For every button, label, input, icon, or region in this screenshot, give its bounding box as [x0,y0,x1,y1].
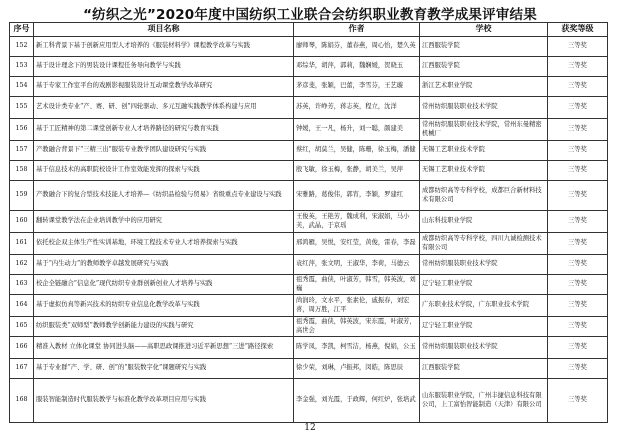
page-number: 12 [304,423,316,433]
table-row [10,161,608,181]
cell-award: 三等奖 [548,275,608,295]
cell-authors: 陈学凤，李凯，柯雪洁，杨燕，倪娟，公玉 [294,337,420,359]
cell-authors: 茅彦斐，张颖，巴蕾，李雪芬，王艺璇 [294,77,420,97]
cell-authors: 宋雅路，葛俊伟，郭宵，李颖，罗建红 [294,181,420,211]
column-header-authors: 作者 [294,23,420,37]
cell-school: 江西服装学院 [420,37,548,57]
cell-authors: 邓综华，胡萍，郭莉，魏娴媛，贺晓玉 [294,57,420,77]
page-title: “纺织之光”2020年度中国纺织工业联合会纺织职业教育教学成果评审结果 [83,7,537,23]
cell-seq: 163 [10,275,34,295]
table-row [10,275,608,295]
cell-seq: 167 [10,359,34,379]
cell-award: 三等奖 [548,181,608,211]
cell-project-name: 基于工匠精神的第二课堂创新专业人才培养路径的研究与教育实践 [34,119,294,141]
cell-seq: 153 [10,57,34,77]
cell-award: 三等奖 [548,119,608,141]
cell-authors: 徐少荣，刘琳，卢振邦，闵皓，陈思辰 [294,359,420,379]
table-row [10,181,608,211]
cell-seq: 158 [10,161,34,181]
cell-seq: 168 [10,379,34,423]
column-header-award: 获奖等级 [548,23,608,37]
cell-authors: 苏英，许峥芳，蒋志英，程立，沈洋 [294,97,420,119]
cell-authors: 廖师琴，陈娟芬，董春燕，周心怡，楚久英 [294,37,420,57]
cell-authors: 袁红萍，张文明，王淑华，李荷，马德云 [294,255,420,275]
cell-school: 成都纺织高等专科学校，成都巨合新材料技术有限公司 [420,181,548,211]
table-row [10,255,608,275]
column-header-seq: 序号 [10,23,34,37]
cell-seq: 166 [10,337,34,359]
table-row [10,119,608,141]
cell-award: 三等奖 [548,97,608,119]
cell-project-name: 基于专家工作室平台的戏剧影视服装设计互动课堂教学改革研究 [34,77,294,97]
cell-seq: 164 [10,295,34,317]
cell-project-name: 基于专业群“产、学、研、创”的“服装数字化”课题研究与实践 [34,359,294,379]
cell-project-name: 产教融合背景下“三精三出”服装专业教学团队建设研究与实践 [34,141,294,161]
cell-seq: 156 [10,119,34,141]
cell-award: 三等奖 [548,255,608,275]
cell-project-name: 产教融合下的复合型技术技能人才培养—《纺织品检验与贸易》省级重点专业建设与实践 [34,181,294,211]
cell-award: 三等奖 [548,57,608,77]
cell-project-name: 服装智能制造时代服装教学与标准化教学改革项目应用与实践 [34,379,294,423]
cell-award: 三等奖 [548,337,608,359]
cell-project-name: 基于“内生动力”的教师教学卓越发展研究与实践 [34,255,294,275]
table-row [10,141,608,161]
cell-authors: 王俊英，王艳芳，魏成利，宋淑娟，马小芙，武晶，于京瑶 [294,211,420,233]
cell-award: 三等奖 [548,211,608,233]
cell-school: 江西服装学院 [420,57,548,77]
cell-school: 常州纺织服装职业技术学院 [420,97,548,119]
cell-award: 三等奖 [548,77,608,97]
table-row [10,37,608,57]
cell-seq: 162 [10,255,34,275]
cell-school: 常州纺织服装职业技术学院 [420,337,548,359]
cell-school: 山东科技职业学院 [420,211,548,233]
cell-project-name: 精准入教材 立体化课堂 协同进头脑——高职思政课推进习近平新思想“三进”路径探索 [34,337,294,359]
table-row [10,317,608,337]
cell-seq: 159 [10,181,34,211]
cell-school: 常州纺织服装职业技术学院，常州东曼精密机械厂 [420,119,548,141]
cell-seq: 160 [10,211,34,233]
cell-award: 三等奖 [548,233,608,255]
cell-award: 三等奖 [548,141,608,161]
cell-school: 山东服装职业学院，广州丰捷信息科技有限公司，上工富怡智能制造（天津）有限公司 [420,379,548,423]
cell-school: 无锡工艺职业技术学院 [420,161,548,181]
table-row [10,379,608,423]
cell-project-name: 艺术设计类专业“产、赛、研、创”四轮驱动、多元互融实践教学体系构建与应用 [34,97,294,119]
cell-project-name: 基于信息技术的高职院校设计工作室效能发挥的探索与实践 [34,161,294,181]
cell-project-name: 新工科背景下基于创新应用型人才培养的《服装材料学》课程教学改革与实践 [34,37,294,57]
table-row [10,295,608,317]
cell-school: 江西服装学院 [420,359,548,379]
column-header-school: 学校 [420,23,548,37]
table-row [10,57,608,77]
table-row [10,77,608,97]
cell-seq: 165 [10,317,34,337]
cell-authors: 祖秀霞，曲侠，叶淑芳，韩雪，韩英波，刘巍 [294,275,420,295]
cell-school: 成都纺织高等专科学校，四川九诚检测技术有限公司 [420,233,548,255]
cell-school: 广东职业技术学院，广东职业技术学院 [420,295,548,317]
cell-project-name: 基于虚拟仿真等新兴技术的纺织专业信息化教学改革与实践 [34,295,294,317]
cell-school: 辽宁轻工职业学院 [420,317,548,337]
table-row [10,233,608,255]
cell-project-name: 翻转课堂教学法在企业培训教学中的应用研究 [34,211,294,233]
cell-award: 三等奖 [548,359,608,379]
cell-school: 浙江艺术职业学院 [420,77,548,97]
results-table [9,22,608,423]
cell-authors: 殷飞敏，徐玉梅，张静，胡美兰，吴萍 [294,161,420,181]
table-row [10,359,608,379]
column-header-name: 项目名称 [34,23,294,37]
cell-authors: 尚润玲，文水平，张素伦，戚振春，刘宏喜，周万胜，江平 [294,295,420,317]
cell-seq: 154 [10,77,34,97]
cell-seq: 152 [10,37,34,57]
cell-school: 无锡工艺职业技术学院 [420,141,548,161]
table-row [10,97,608,119]
cell-award: 三等奖 [548,161,608,181]
cell-project-name: 纺织服装类“双师型”教师教学创新能力建设的实践与研究 [34,317,294,337]
cell-authors: 李金强，刘光霞，于政辉，何红炉，张培武 [294,379,420,423]
cell-award: 三等奖 [548,379,608,423]
cell-authors: 蔡红，胡莫兰，吴健，陈珊，徐玉梅，潘健 [294,141,420,161]
cell-authors: 钟媛，王一凡，杨升，刘一聪，颜建美 [294,119,420,141]
cell-school: 辽宁轻工职业学院 [420,275,548,295]
table-row [10,211,608,233]
cell-project-name: 基于设计理念下的男装设计课程任务导向教学与实践 [34,57,294,77]
cell-school: 常州纺织服装职业技术学院 [420,255,548,275]
cell-project-name: 校企全链融合“信息化”现代纺织专业群创新创业人才培养与实践 [34,275,294,295]
cell-award: 三等奖 [548,317,608,337]
cell-seq: 155 [10,97,34,119]
cell-project-name: 依托校企双主体生产性实训基地，环境工程技术专业人才培养探索与实践 [34,233,294,255]
cell-seq: 161 [10,233,34,255]
cell-authors: 祖秀霞，曲侠，韩英波，宋东霞，叶淑芳，高世会 [294,317,420,337]
table-row [10,337,608,359]
cell-award: 三等奖 [548,295,608,317]
cell-award: 三等奖 [548,37,608,57]
table-header-row [10,23,608,37]
cell-authors: 邢鸿雁，吴悦，安红莹，黄俊，雷春，李磊 [294,233,420,255]
cell-seq: 157 [10,141,34,161]
